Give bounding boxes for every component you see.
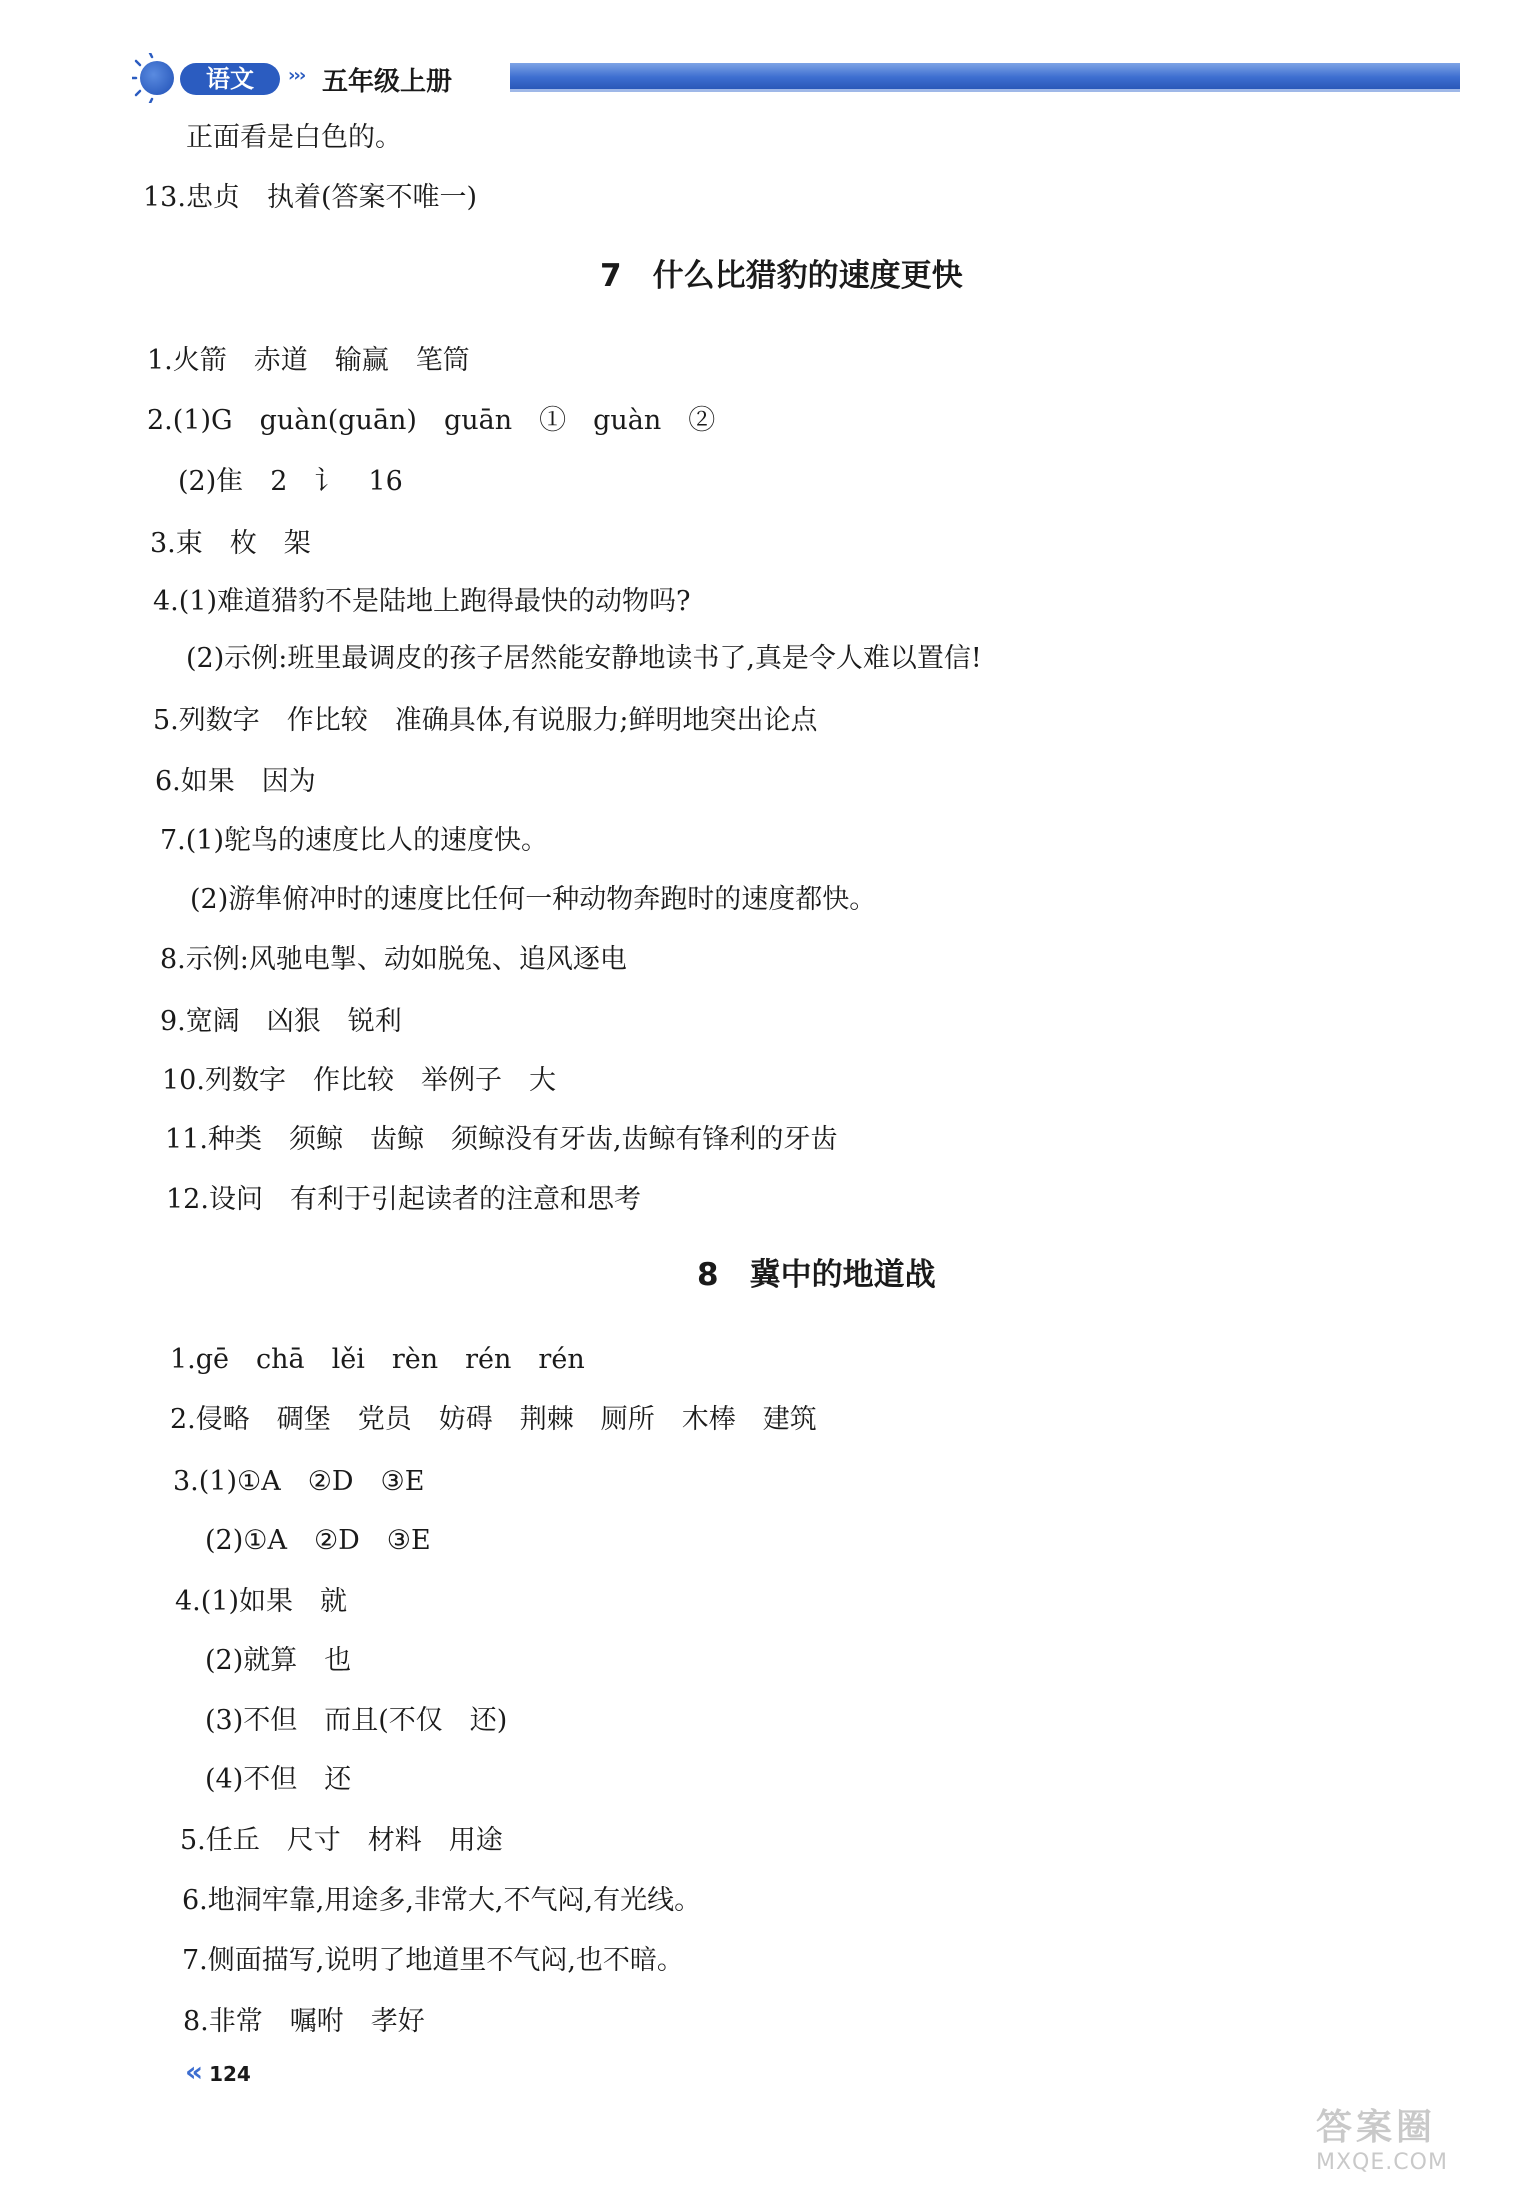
answer-line: 12.设问 有利于引起读者的注意和思考 <box>166 1184 641 1215</box>
answer-line: 11.种类 须鲸 齿鲸 须鲸没有牙齿,齿鲸有锋利的牙齿 <box>165 1124 838 1155</box>
answer-line: 9.宽阔 凶狠 锐利 <box>160 1006 402 1037</box>
answer-line: 8.非常 嘱咐 孝好 <box>183 2006 425 2037</box>
answer-line: 3.束 枚 架 <box>150 528 311 559</box>
header-band <box>510 63 1460 92</box>
page-number: 124 <box>209 2062 251 2086</box>
section-title: 7 什么比猎豹的速度更快 <box>600 258 963 294</box>
answer-line: 2.侵略 碉堡 党员 妨碍 荆棘 厕所 木棒 建筑 <box>170 1404 817 1435</box>
site-watermark <box>1316 2099 1516 2179</box>
answer-line: 1.gē chā lěi rèn rén rén <box>170 1344 585 1375</box>
answer-line: 3.(1)①A ②D ③E <box>173 1466 425 1497</box>
answer-line: 8.示例:风驰电掣、动如脱兔、追风逐电 <box>160 944 627 975</box>
section-title: 8 冀中的地道战 <box>697 1257 936 1293</box>
answer-line: 4.(1)难道猎豹不是陆地上跑得最快的动物吗? <box>153 586 691 617</box>
answer-line: 10.列数字 作比较 举例子 大 <box>162 1065 556 1096</box>
watermark-logo-text: 答案圈 <box>1316 2107 1437 2148</box>
answer-line: (2)隹 2 讠 16 <box>178 466 403 497</box>
double-chevron-left-icon: « <box>185 2055 204 2088</box>
answer-line: (2)就算 也 <box>205 1645 352 1676</box>
answer-line: 2.(1)G guàn(guān) guān ① guàn ② <box>147 405 716 436</box>
answer-line: (2)游隼俯冲时的速度比任何一种动物奔跑时的速度都快。 <box>190 884 877 915</box>
answer-line: (2)示例:班里最调皮的孩子居然能安静地读书了,真是令人难以置信! <box>186 643 982 674</box>
sun-badge <box>140 61 174 95</box>
answer-line: 4.(1)如果 就 <box>175 1586 348 1617</box>
answer-line: 5.任丘 尺寸 材料 用途 <box>180 1825 503 1856</box>
answer-line: 6.地洞牢靠,用途多,非常大,不气闷,有光线。 <box>182 1885 702 1916</box>
answer-line: 1.火箭 赤道 输赢 笔筒 <box>147 345 470 376</box>
answer-line: (3)不但 而且(不仅 还) <box>205 1705 508 1736</box>
subject-label: 语文 <box>180 63 280 95</box>
page-footer <box>185 2055 251 2088</box>
page-header <box>140 55 1460 101</box>
answer-line: 正面看是白色的。 <box>186 122 402 153</box>
answer-line: 7.侧面描写,说明了地道里不气闷,也不暗。 <box>182 1945 684 1976</box>
answer-line: (4)不但 还 <box>205 1764 352 1795</box>
answer-line: 5.列数字 作比较 准确具体,有说服力;鲜明地突出论点 <box>153 705 818 736</box>
answer-line: 13.忠贞 执着(答案不唯一) <box>143 182 478 213</box>
answer-line: 7.(1)鸵鸟的速度比人的速度快。 <box>160 825 549 856</box>
answer-line: (2)①A ②D ③E <box>205 1525 431 1556</box>
chevron-icon: ››› <box>288 65 305 86</box>
grade-label: 五年级上册 <box>322 67 453 97</box>
answer-line: 6.如果 因为 <box>155 766 316 797</box>
watermark-url: MXQE.COM <box>1316 2150 1448 2175</box>
